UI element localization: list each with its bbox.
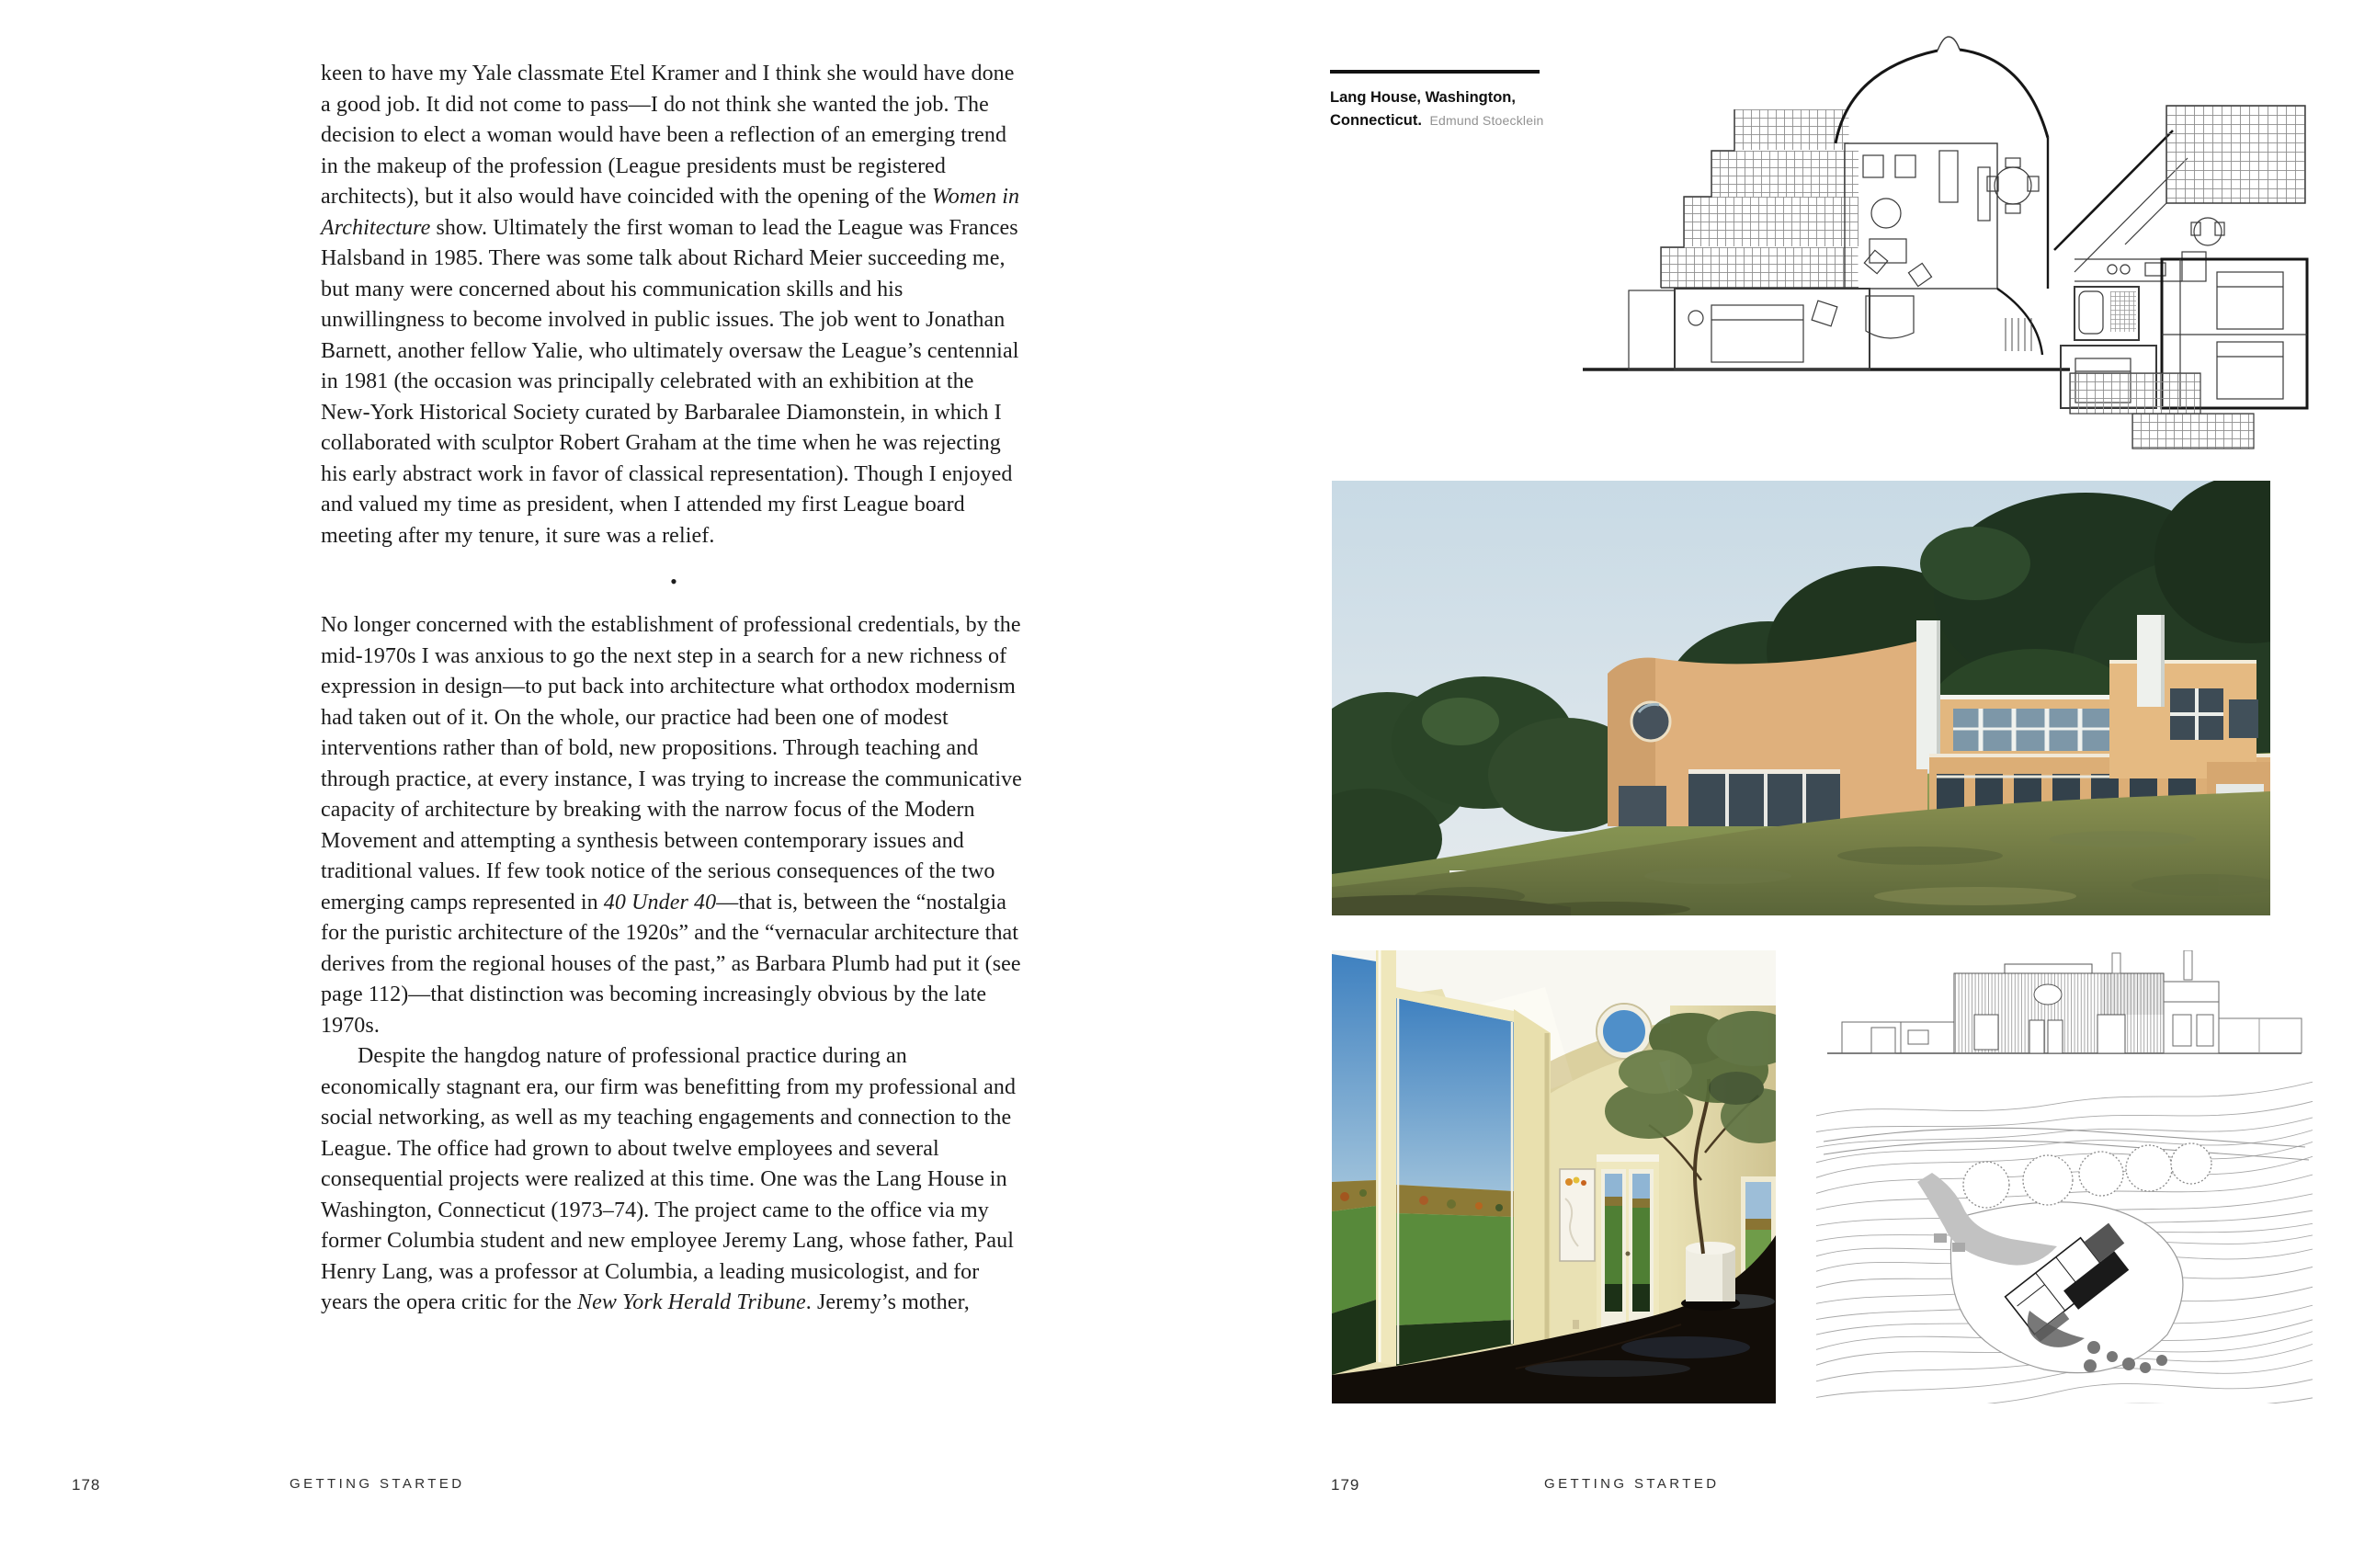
caption-credit: Edmund Stoecklein [1429, 113, 1544, 128]
page-number-left: 178 [72, 1476, 101, 1494]
running-footer-right: GETTING STARTED [1544, 1476, 1720, 1492]
running-footer-left: GETTING STARTED [290, 1476, 465, 1492]
page-number-right: 179 [1331, 1476, 1360, 1494]
caption-rule [1330, 70, 1540, 74]
body-paragraph: Despite the hangdog nature of professional practice during an economically stagnant era, our firm was benefitting from my professional and social networking, as well as my teaching engagements and connection to the League. The office had grown to about twelve employees and several consequential projects were realized at this time. One was the Lang House in Washington, Connecticut (1973–74). The project came to the office via my former Columbia student and new employee Jeremy Lang, whose father, Paul Henry Lang, was a professor at Columbia, a leading musicologist, and for years the opera critic for the New York Herald Tribune. Jeremy’s mother, [321, 1044, 1017, 1314]
body-paragraph: keen to have my Yale classmate Etel Kramer and I think she would have done a good job. It did not come to pass—I do not think she wanted the job. The decision to elect a woman would have been a reflection of an emerging trend in the makeup of the profession (League presidents must be registered architects), but it also would have coincided with the opening of the Women in Architecture show. Ultimately the first woman to lead the League was Frances Halsband in 1985. There was some talk about Richard Meier succeeding me, but many were concerned about his communication skills and his unwillingness to become involved in public issues. The job went to Jonathan Barnett, another fellow Yalie, who ultimately oversaw the League’s centennial in 1981 (the occasion was principally celebrated with an exhibition at the New-York Historical Society curated by Barbaralee Diamonstein, in which I collaborated with sculptor Robert Graham at the time when he was rejecting his early abstract work in favor of classical representation). Though I enjoyed and valued my time as president, when I attended my first League board meeting after my tenure, it sure was a relief. [321, 62, 1020, 548]
caption-title: Lang House, Washington, Connecticut. [1330, 89, 1516, 129]
body-paragraph: No longer concerned with the establishment of professional credentials, by the mid-1970s I was anxious to go the next step in a search for a new richness of expression in design—to put back into architecture what orthodox modernism had taken out of it. On the whole, our practice had been one of modest interventions rather than of bold, new propositions. Through teaching and through practice, at every instance, I was trying to increase the communicative capacity of architecture by breaking with the narrow focus of the Modern Movement and attempting a synthesis between contemporary issues and traditional values. If few took notice of the serious consequences of the two emerging camps represented in 40 Under 40—that is, between the “nostalgia for the puristic architecture of the 1920s” and the “vernacular architecture that derives from the regional houses of the past,” as Barbara Plumb had put it (see page 112)—that distinction was becoming increasingly obvious by the late 1970s. [321, 613, 1022, 1038]
floor-plan-drawing [1574, 13, 2316, 450]
elevation-and-site-plan-drawings [1816, 950, 2313, 1403]
figure-caption [1330, 70, 1571, 132]
body-text [321, 59, 1027, 1319]
section-separator-dot: • [670, 570, 677, 593]
interior-photo [1332, 950, 1776, 1403]
exterior-photo [1332, 481, 2270, 915]
